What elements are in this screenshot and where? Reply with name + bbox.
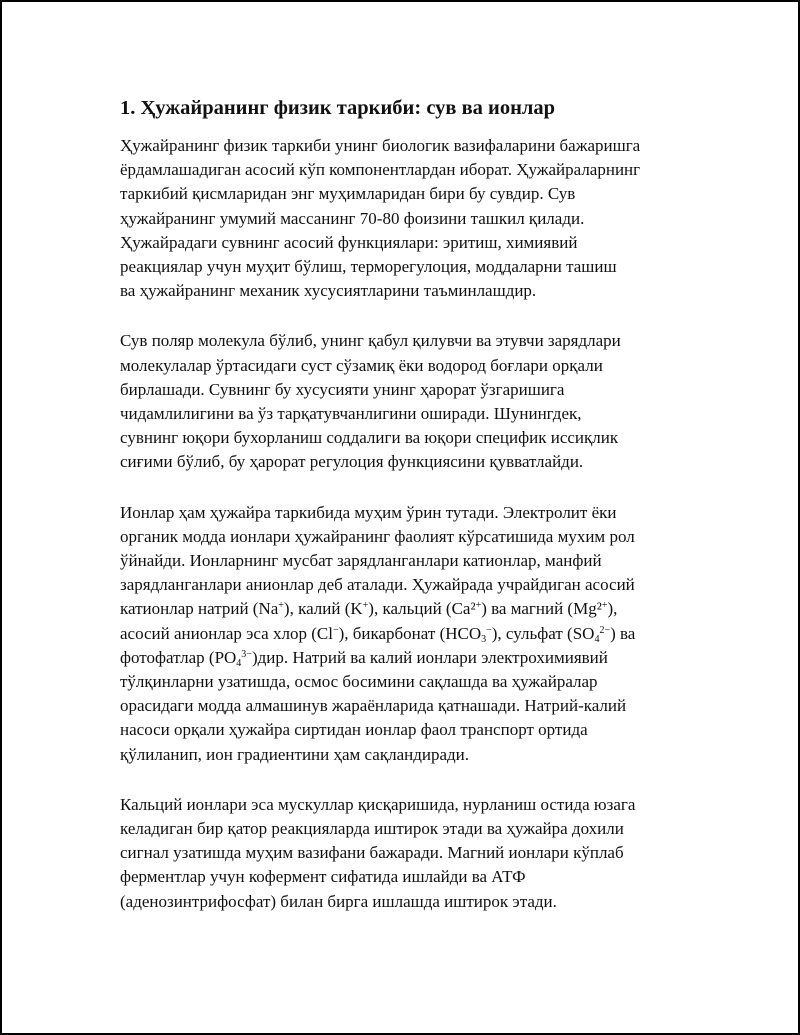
- text-run: ), кальций (Ca²: [368, 599, 476, 619]
- text-line: келадиган бир қатор реакцияларда иштирок этади ва ҳужайра дохили: [120, 819, 624, 839]
- text-line: тўлқинларни узатишда, осмос босимини сақлашда ва ҳужайралар: [120, 672, 598, 692]
- text-line: ўйнайди. Ионларнинг мусбат зарядланганлари катионлар, манфий: [120, 551, 602, 571]
- charge-superscript: +: [362, 600, 369, 612]
- text-line: сувнинг юқори бухорланиш соддалиги ва юқори специфик иссиқлик: [120, 428, 619, 448]
- text-line: ҳужайранинг умумий массанинг 70-80 фоизини ташкил қилади.: [120, 208, 585, 228]
- index-subscript: 4: [236, 657, 242, 669]
- charge-superscript: −: [332, 624, 339, 636]
- paragraph-water-composition: [120, 134, 700, 303]
- charge-superscript: +: [278, 600, 284, 612]
- text-run: ), калий (K: [283, 599, 363, 619]
- document-body: [120, 94, 700, 940]
- text-line: таркибий қисмларидан энг муҳимларидан бири бу сувдир. Сув: [120, 184, 576, 204]
- text-line: насоси орқали ҳужайра сиртидан ионлар фаол транспорт ортида: [120, 720, 588, 740]
- text-line: чидамлилигини ва ўз тарқатувчанлигини оширади. Шунингдек,: [120, 404, 582, 424]
- text-line: ва ҳужайранинг механик хусусиятларини таъминлашдир.: [120, 281, 537, 301]
- text-run: ) ва магний (Mg²: [481, 599, 602, 619]
- text-line: органик модда ионлари ҳужайранинг фаолият кўрсатишида мухим рол: [120, 526, 635, 546]
- text-line: Ҳужайрадаги сувнинг асосий функциялари: эритиш, химиявий: [120, 232, 578, 252]
- paragraph-calcium-magnesium: [120, 793, 700, 914]
- text-run: ),: [607, 599, 618, 619]
- text-line: Ҳужайранинг физик таркиби унинг биологик вазифаларини бажаришга: [120, 136, 641, 155]
- text-line: (аденозинтрифосфат) билан бирга ишлашда иштирок этади.: [120, 891, 557, 911]
- paragraph-ions: [120, 501, 700, 767]
- text-run: фотофатлар (PO: [120, 647, 237, 667]
- text-line: қўлиланип, ион градиентини ҳам сақландиради.: [120, 744, 470, 764]
- text-run: катионлар натрий (Na: [120, 599, 279, 619]
- text-line: бирлашади. Сувнинг бу хусусияти унинг ҳарорат ўзгаришига: [120, 379, 565, 399]
- section-heading: 1. Ҳужайранинг физик таркиби: сув ва ионлар: [120, 97, 556, 119]
- text-line: ёрдамлашадиган асосий кўп компонентлардан иборат. Ҳужайраларнинг: [120, 160, 641, 180]
- charge-superscript: 3−: [241, 648, 252, 660]
- text-line-anions: [120, 622, 700, 646]
- text-run: ) ва: [610, 623, 636, 643]
- index-subscript: 3: [481, 633, 487, 645]
- text-line: сиғими бўлиб, бу ҳарорат регулоция функциясини қувватлайди.: [120, 452, 584, 472]
- text-line: сигнал узатишда муҳим вазифани бажаради. Магний ионлари кўплаб: [120, 843, 624, 863]
- text-line: Сув поляр молекула бўлиб, унинг қабул қилувчи ва этувчи зарядлари: [120, 331, 621, 351]
- text-line: молекулалар ўртасидаги суст сўзамиқ ёки водород боғлари орқали: [120, 355, 603, 375]
- text-line: Ионлар ҳам ҳужайра таркибида муҳим ўрин тутади. Электролит ёки: [120, 502, 617, 522]
- text-line-cations: [120, 597, 700, 621]
- charge-superscript: +: [475, 600, 482, 612]
- charge-superscript: −: [486, 624, 492, 636]
- paragraph-water-polarity: [120, 329, 700, 474]
- charge-superscript: 2−: [599, 624, 611, 636]
- charge-superscript: +: [601, 600, 608, 612]
- text-line: Кальций ионлари эса мускуллар қисқаришида, нурланиш остида юзага: [120, 794, 636, 814]
- text-line-phosphates: [120, 646, 700, 670]
- text-line: реакциялар учун муҳит бўлиш, терморегулоция, моддаларни ташиш: [120, 257, 617, 277]
- text-run: ), бикарбонат (HCO: [338, 623, 482, 643]
- text-run: )дир. Натрий ва калий ионлари электрохимиявий: [251, 647, 608, 667]
- text-run: ), сульфат (SO: [491, 623, 595, 643]
- index-subscript: 4: [594, 633, 600, 645]
- text-run: асосий анионлар эса хлор (Cl: [120, 623, 333, 643]
- text-line: орасидаги модда алмашинув жараёнларида қатнашади. Натрий-калий: [120, 696, 627, 716]
- text-line: зарядланганлари анионлар деб аталади. Ҳужайрада учрайдиган асосий: [120, 575, 635, 595]
- text-line: ферментлар учун кофермент сифатида ишлайди ва АТФ: [120, 867, 526, 887]
